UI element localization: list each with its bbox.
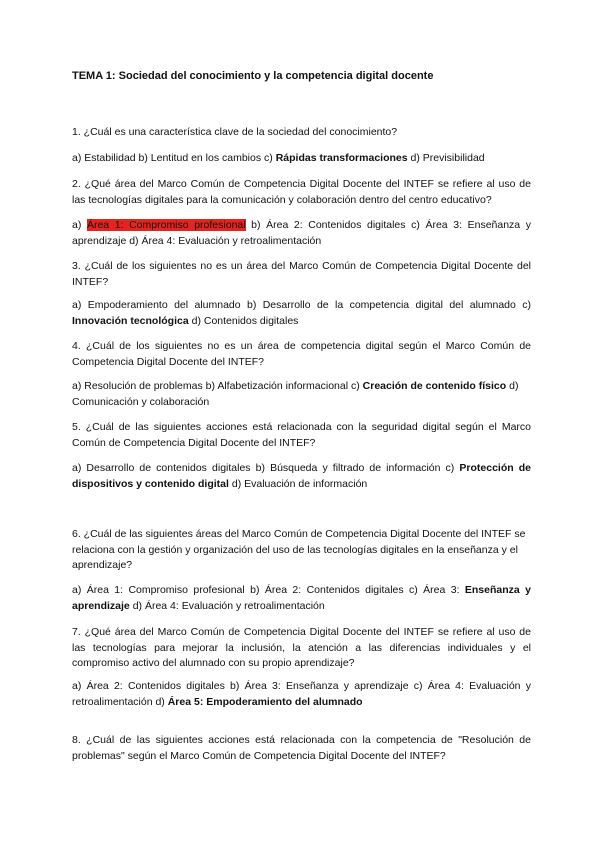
answer-text: a) Área 2: Contenidos digitales b) Área 3: Enseñanza y aprendizaje c) Área 4: Evaluación y retroalimentación d)	[72, 680, 531, 708]
page-title: TEMA 1: Sociedad del conocimiento y la competencia digital docente	[72, 70, 434, 82]
answer-text: a)	[72, 219, 87, 231]
answer-text: a) Estabilidad b) Lentitud en los cambios c)	[72, 152, 276, 164]
answers-5	[72, 461, 531, 492]
answer-text: b) Área 2: Contenidos digitales c) Área 3: Enseñanza y aprendizaje d) Área 4: Evaluación y retroalimentación	[72, 219, 531, 247]
question-3: 3. ¿Cuál de los siguientes no es un área del Marco Común de Competencia Digital Docente del INTEF?	[72, 260, 531, 288]
answer-text: a) Resolución de problemas b) Alfabetización informacional c)	[72, 380, 363, 392]
answer-text: d) Comunicación y colaboración	[72, 380, 519, 408]
correct-answer: Creación de contenido físico	[362, 380, 507, 392]
answers-1	[72, 151, 531, 167]
answer-text: a) Empoderamiento del alumnado b) Desarrollo de la competencia digital del alumnado c)	[72, 299, 531, 311]
answer-text: a) Área 1: Compromiso profesional b) Área 2: Contenidos digitales c) Área 3:	[72, 584, 465, 596]
question-5: 5. ¿Cuál de las siguientes acciones está relacionada con la seguridad digital según el Marco Común de Competencia Digital Docente del INTEF?	[72, 421, 531, 449]
answers-6	[72, 583, 531, 614]
answer-text: d) Evaluación de información	[228, 477, 368, 490]
question-8: 8. ¿Cuál de las siguientes acciones está relacionada con la competencia de "Resolución de problemas" según el Marco Común de Competencia Digital Docente del INTEF?	[72, 734, 531, 762]
correct-answer: Protección de dispositivos y contenido digital	[72, 462, 532, 490]
question-2: 2. ¿Qué área del Marco Común de Competencia Digital Docente del INTEF se refiere al uso de las tecnologías digitales para la comunicación y colaboración dentro del centro educativo?	[72, 178, 531, 206]
question-1: 1. ¿Cuál es una característica clave de la sociedad del conocimiento?	[72, 126, 398, 138]
answers-4	[72, 379, 531, 410]
answers-3	[72, 298, 531, 329]
answer-text: d) Previsibilidad	[407, 152, 485, 164]
answers-7	[72, 679, 531, 710]
correct-answer: Rápidas transformaciones	[275, 152, 408, 164]
answer-text: d) Área 4: Evaluación y retroalimentación	[129, 599, 325, 612]
answers-2	[72, 218, 531, 249]
correct-answer: Enseñanza y aprendizaje	[72, 584, 531, 612]
correct-answer: Área 5: Empoderamiento del alumnado	[167, 695, 363, 708]
question-4: 4. ¿Cuál de los siguientes no es un área de competencia digital según el Marco Común de Competencia Digital Docente del INTEF?	[72, 340, 531, 368]
answer-text: a) Desarrollo de contenidos digitales b) Búsqueda y filtrado de información c)	[72, 462, 460, 474]
correct-answer: Innovación tecnológica	[72, 314, 189, 327]
highlighted-answer: Área 1: Compromiso profesional	[86, 219, 246, 231]
question-7: 7. ¿Qué área del Marco Común de Competencia Digital Docente del INTEF se refiere al uso de las tecnologías para mejorar la inclusión, la atención a las diferencias individuales y el compromiso activo del alumnado con su propio aprendizaje?	[72, 626, 531, 669]
question-6: 6. ¿Cuál de las siguientes áreas del Marco Común de Competencia Digital Docente del INTEF se relaciona con la gestión y organización del uso de las tecnologías digitales en la enseñanza y el aprendizaje?	[72, 528, 526, 571]
answer-text: d) Contenidos digitales	[188, 314, 299, 327]
